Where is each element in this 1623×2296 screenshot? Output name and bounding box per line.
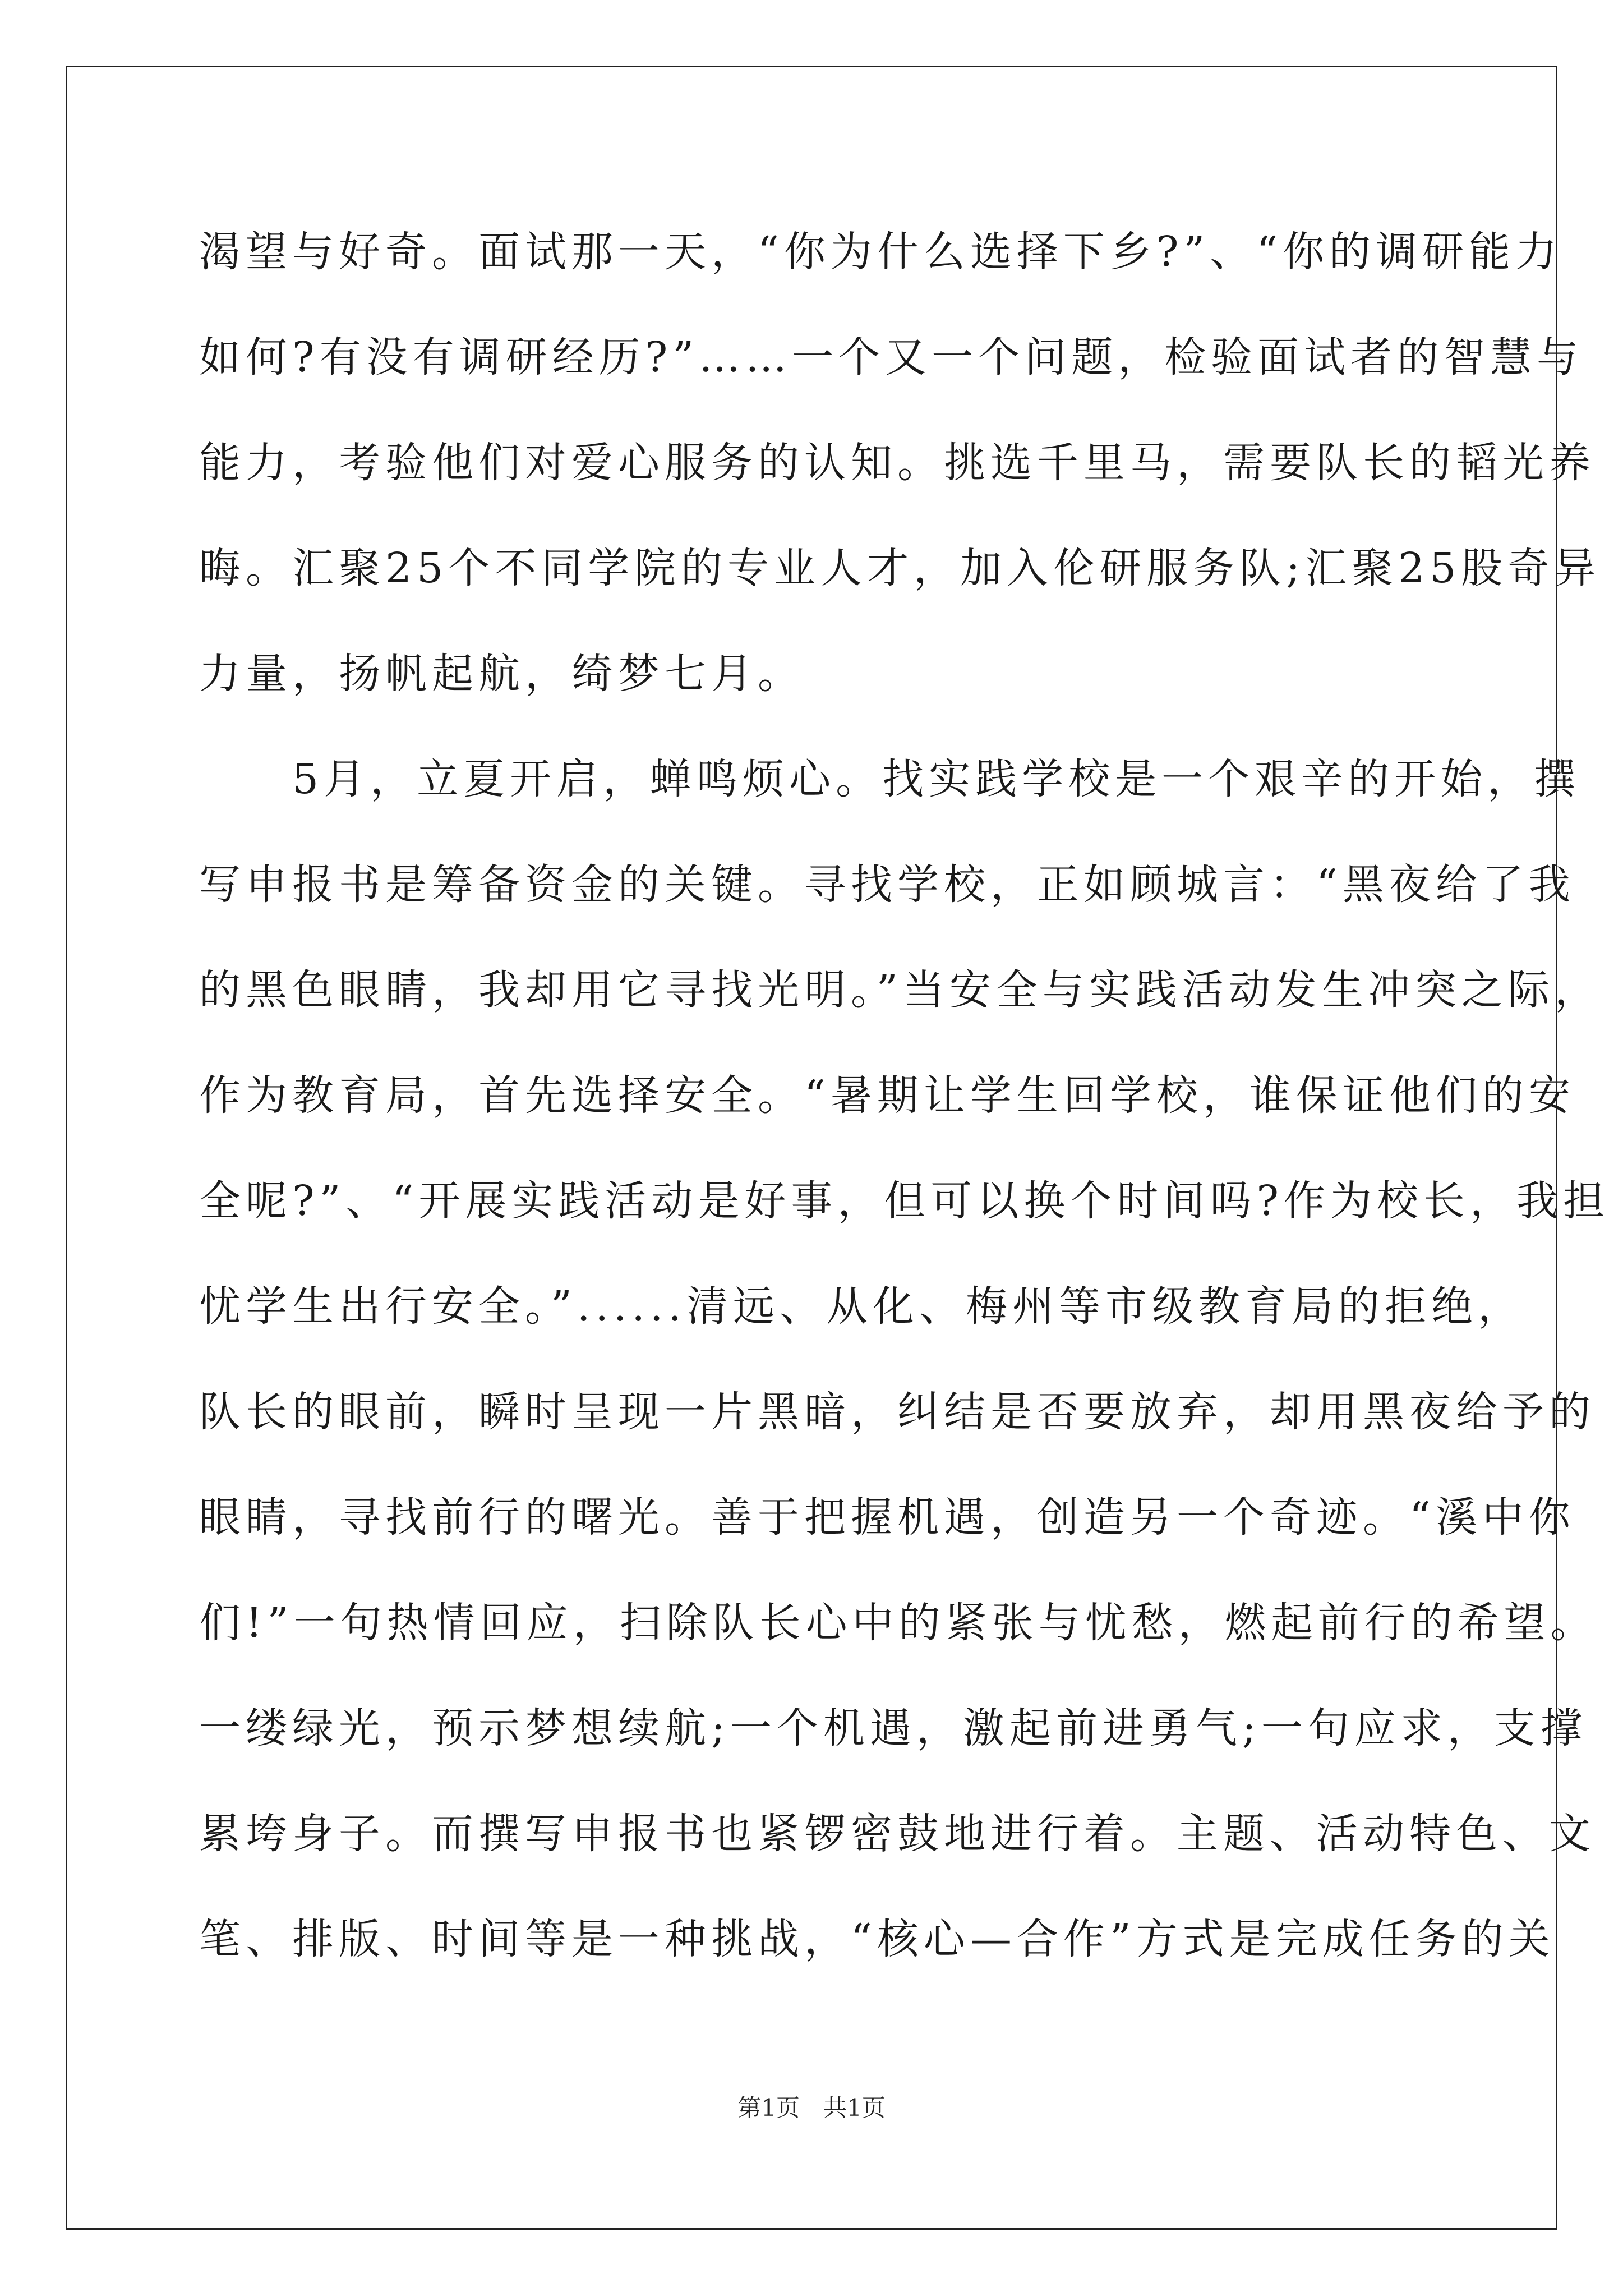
- text-line: 一缕绿光，预示梦想续航;一个机遇，激起前进勇气;一句应求，支撑: [199, 1704, 1587, 1752]
- text-line: 作为教育局，首先选择安全。“暑期让学生回学校，谁保证他们的安: [199, 1071, 1575, 1120]
- text-line: 队长的眼前，瞬时呈现一片黑暗，纠结是否要放弃，却用黑夜给予的: [199, 1388, 1596, 1436]
- text-line: 能力，考验他们对爱心服务的认知。挑选千里马，需要队长的韬光养: [199, 439, 1596, 487]
- text-line: 晦。汇聚25个不同学院的专业人才，加入伦研服务队;汇聚25股奇异: [199, 544, 1601, 592]
- page-number-footer: 第1页 共1页: [737, 2094, 886, 2122]
- text-line: 忧学生出行安全。”......清远、从化、梅州等市级教育局的拒绝，: [199, 1282, 1524, 1331]
- paragraph-1: [199, 199, 1601, 726]
- paragraph-2: [199, 726, 1610, 1992]
- document-body: [199, 199, 1610, 1992]
- text-line: 如何?有没有调研经历?”……一个又一个问题，检验面试者的智慧与: [199, 333, 1584, 381]
- text-line: 累垮身子。而撰写申报书也紧锣密鼓地进行着。主题、活动特色、文: [199, 1810, 1596, 1858]
- text-line: 全呢?”、“开展实践活动是好事，但可以换个时间吗?作为校长，我担: [199, 1177, 1610, 1225]
- text-line: 们!”一句热情回应，扫除队长心中的紧张与忧愁，燃起前行的希望。: [199, 1599, 1597, 1647]
- text-line: 5月，立夏开启，蝉鸣烦心。找实践学校是一个艰辛的开始，撰: [199, 755, 1581, 803]
- text-line: 写申报书是筹备资金的关键。寻找学校，正如顾城言：“黑夜给了我: [199, 861, 1575, 909]
- text-line: 的黑色眼睛，我却用它寻找光明。”当安全与实践活动发生冲突之际，: [199, 966, 1601, 1014]
- text-line: 渴望与好奇。面试那一天，“你为什么选择下乡?”、“你的调研能力: [199, 228, 1562, 276]
- text-line: 眼睛，寻找前行的曙光。善于把握机遇，创造另一个奇迹。“溪中你: [199, 1493, 1575, 1542]
- text-line: 力量，扬帆起航，绮梦七月。: [199, 650, 804, 698]
- text-line: 笔、排版、时间等是一种挑战，“核心—合作”方式是完成任务的关: [199, 1915, 1555, 1963]
